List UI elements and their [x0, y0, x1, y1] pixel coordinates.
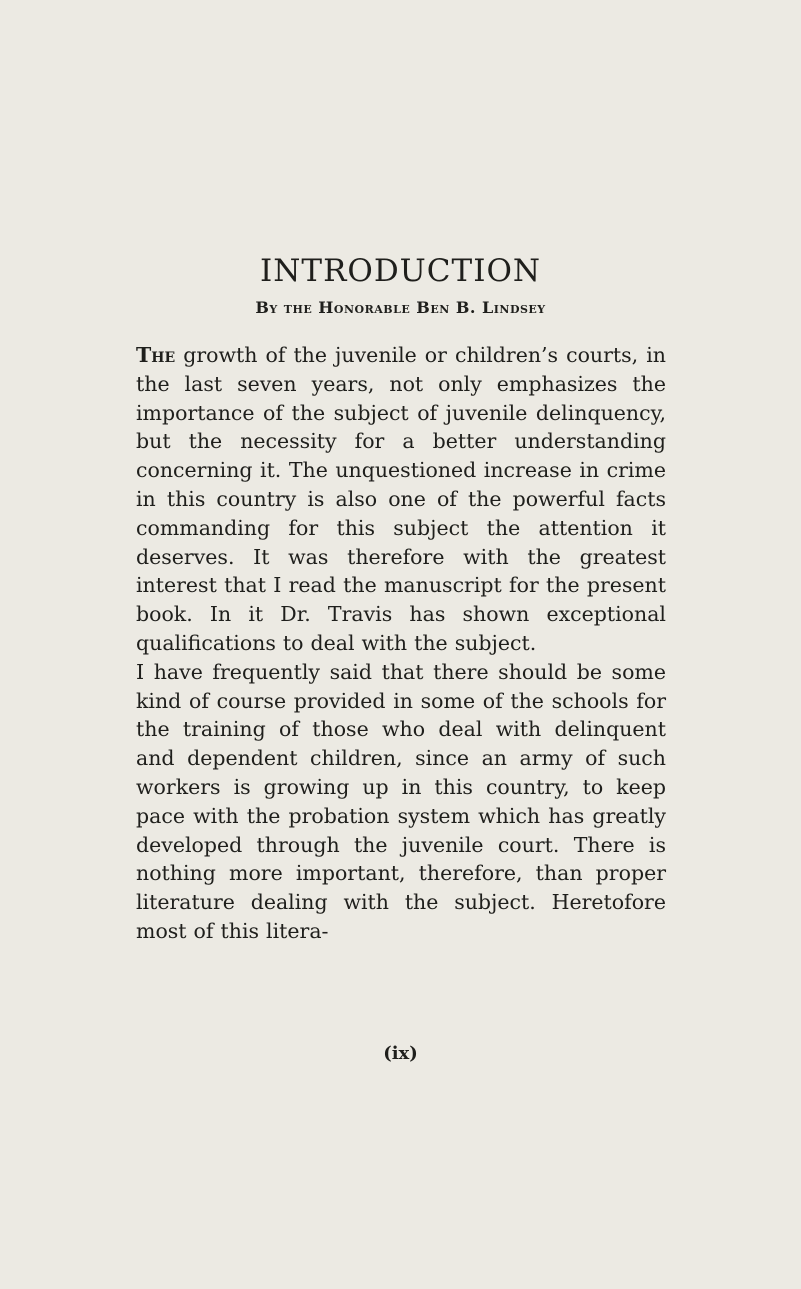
body-text	[136, 341, 666, 946]
author-byline: By the Honorable Ben B. Lindsey	[255, 298, 546, 317]
chapter-title: INTRODUCTION	[260, 253, 541, 289]
paragraph-1-lead-word: The	[136, 343, 176, 367]
page-number: (ix)	[383, 1043, 418, 1064]
paragraph-1-text: growth of the juvenile or children’s courts, in the last seven years, not only emphasizes the importance of the subject of juvenile delinquency, but the necessity for a better understanding concerning it. The unquestioned increase in crime in this country is also one of the powerful facts commanding for this subject the attention it deserves. It was therefore with the greatest interest that I read the manuscript for the present book. In it Dr. Travis has shown exceptional qualifications to deal with the subject.	[136, 343, 666, 655]
paragraph-2	[136, 658, 666, 946]
paragraph-2-text: I have frequently said that there should be some kind of course provided in some of the schools for the training of those who deal with delinquent and dependent children, since an army of such workers is growing up in this country, to keep pace with the probation system which has greatly developed through the juvenile court. There is nothing more important, therefore, than proper literature dealing with the subject. Heretofore most of this litera-	[136, 659, 666, 943]
paragraph-1	[136, 341, 666, 658]
